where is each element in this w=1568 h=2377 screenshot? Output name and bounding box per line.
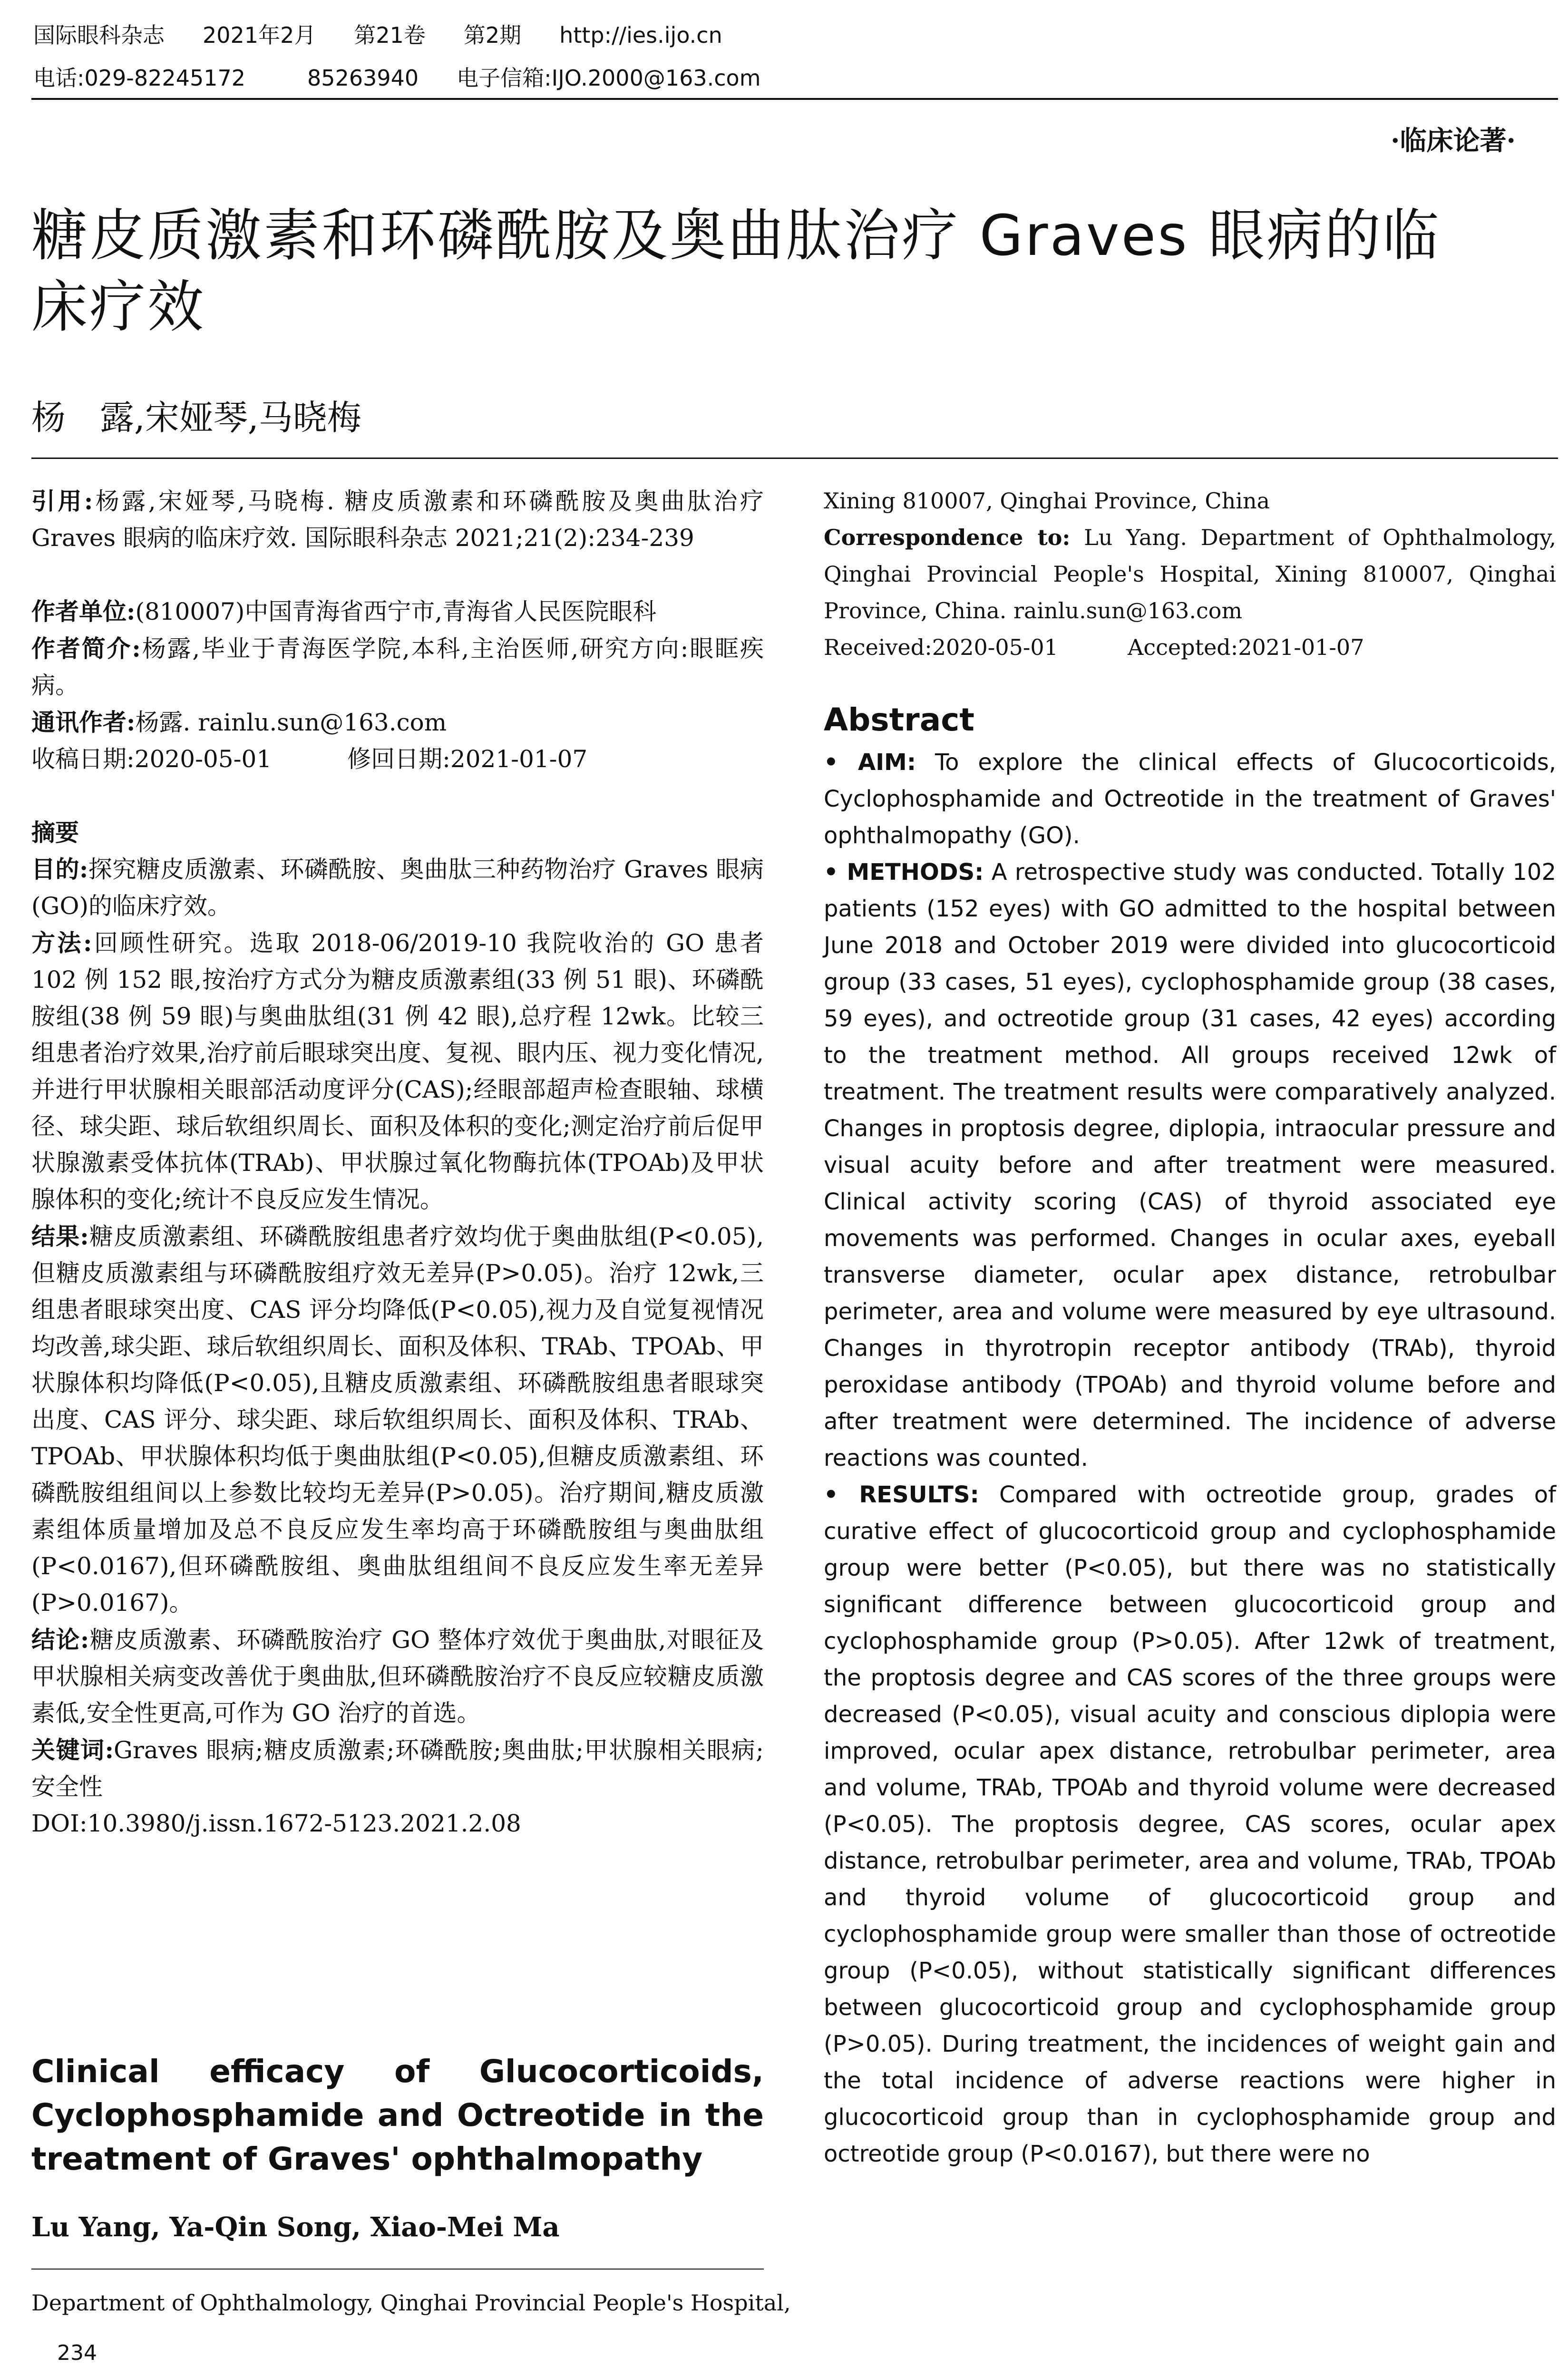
header-url: http://ies.ijo.cn [559,22,722,48]
methods-cn: 方法:回顾性研究。选取 2018-06/2019-10 我院收治的 GO 患者 102 例 152 眼,按治疗方式分为糖皮质激素组(33 例 51 眼)、环磷酰胺组(38 例 59 眼)与奥曲肽组(31 例 42 眼),总疗程 12wk。比较三组患者治疗效果,治疗前后眼球突出度、复视、眼内压、视力变化情况,并进行甲状腺相关眼部活动度评分(CAS);经眼部超声检查眼轴、球横径、球尖距、球后软组织周长、面积及体积的变化;测定治疗前后促甲状腺激素受体抗体(TRAb)、甲状腺过氧化物酶抗体(TPOAb)及甲状腺体积的变化;统计不良反应发生情况。 [31,929,764,1213]
authors-cn: 杨 露,宋娅琴,马晓梅 [31,398,361,438]
affiliation-cont: Xining 810007, Qinghai Province, China [824,488,1270,514]
article-title-line2: 床疗效 [31,274,206,340]
abstract-body [824,744,1556,2172]
abstract-title: Abstract [824,701,974,738]
conclusion-cn: 结论:糖皮质激素、环磷酰胺治疗 GO 整体疗效优于奥曲肽,对眼征及甲状腺相关病变改善优于奥曲肽,但环磷酰胺治疗不良反应较糖皮质激素低,安全性更高,可作为 GO 治疗的首选。 [31,1626,764,1727]
abstract-cn-title: 摘要 [31,818,79,847]
header-journal: 国际眼科杂志 [33,22,165,48]
aim-cn: 目的:探究糖皮质激素、环磷酰胺、奥曲肽三种药物治疗 Graves 眼病(GO)的临床疗效。 [31,855,764,920]
affiliation: Department of Ophthalmology, Qinghai Provincial People's Hospital, [31,2290,791,2316]
header-phone2: 85263940 [307,65,419,91]
doi: DOI:10.3980/j.issn.1672-5123.2021.2.08 [31,1810,521,1837]
dates-en: Received:2020-05-01 Accepted:2021-01-07 [824,634,1364,660]
keywords-cn: 关键词:Graves 眼病;糖皮质激素;环磷酰胺;奥曲肽;甲状腺相关眼病;安全性 [31,1736,764,1801]
author-unit: 作者单位:(810007)中国青海省西宁市,青海省人民医院眼科 [31,597,657,625]
article-title-line1: 糖皮质激素和环磷酰胺及奥曲肽治疗 Graves 眼病的临 [31,203,1441,268]
header-email: 电子信箱:IJO.2000@163.com [457,65,761,91]
header-rule [31,98,1558,100]
right-column [824,483,1556,666]
corresponding-author: 通讯作者:杨露. rainlu.sun@163.com [31,708,447,736]
author-bio: 作者简介:杨露,毕业于青海医学院,本科,主治医师,研究方向:眼眶疾病。 [31,634,764,699]
citation: 引用:杨露,宋娅琴,马晓梅. 糖皮质激素和环磷酰胺及奥曲肽治疗 Graves 眼病的临床疗效. 国际眼科杂志 2021;21(2):234-239 [31,487,764,552]
header-date: 2021年2月 [203,22,316,48]
section-tag: ·临床论著· [1391,125,1516,156]
title-rule [31,458,1558,459]
running-header [33,21,760,49]
header-issue: 第2期 [463,22,522,48]
correspondence: Correspondence to: Lu Yang. Department of Ophthalmology, Qinghai Provincial People's Hospital, Xining 810007, Qinghai Province, China. rainlu.sun@163.com [824,525,1556,623]
left-column [31,483,764,1842]
header-phone: 电话:029-82245172 [33,65,246,91]
methods-en: • METHODS: A retrospective study was conducted. Totally 102 patients (152 eyes) with GO admitted to the hospital between June 2018 and October 2019 were divided into glucocorticoid group (33 cases, 51 eyes), cyclophosphamide group (38 cases, 59 eyes), and octreotide group (31 cases, 42 eyes) according to the treatment method. All groups received 12wk of treatment. The treatment results were comparatively analyzed. Changes in proptosis degree, diplopia, intraocular pressure and visual acuity before and after treatment were measured. Clinical activity scoring (CAS) of thyroid associated eye movements was performed. Changes in ocular axes, eyeball transverse diameter, ocular apex distance, retrobulbar perimeter, area and volume were measured by eye ultrasound. Changes in thyrotropin receptor antibody (TRAb), thyroid peroxidase antibody (TPOAb) and thyroid volume before and after treatment were determined. The incidence of adverse reactions was counted. [824,859,1556,1471]
article-title [31,200,1441,342]
running-header-contact [33,64,799,92]
english-title: Clinical efficacy of Glucocorticoids, Cyclophosphamide and Octreotide in the treatment of Graves' ophthalmopathy [31,2053,764,2177]
author-rule [31,2269,764,2270]
aim-en: • AIM: To explore the clinical effects of Glucocorticoids, Cyclophosphamide and Octreotide in the treatment of Graves' ophthalmopathy (GO). [824,749,1557,849]
english-authors: Lu Yang, Ya-Qin Song, Xiao-Mei Ma [31,2211,560,2243]
page-number: 234 [57,2341,97,2365]
dates-cn: 收稿日期:2020-05-01 修回日期:2021-01-07 [31,745,588,773]
results-cn: 结果:糖皮质激素组、环磷酰胺组患者疗效均优于奥曲肽组(P<0.05),但糖皮质激素组与环磷酰胺组疗效无差异(P>0.05)。治疗 12wk,三组患者眼球突出度、CAS 评分均降低(P<0.05),视力及自觉复视情况均改善,球尖距、球后软组织周长、面积及体积、TRAb、TPOAb、甲状腺体积均降低(P<0.05),且糖皮质激素组、环磷酰胺组患者眼球突出度、CAS 评分、球尖距、球后软组织周长、面积及体积、TRAb、TPOAb、甲状腺体积均低于奥曲肽组(P<0.05),但糖皮质激素组、环磷酰胺组组间以上参数比较均无差异(P>0.05)。治疗期间,糖皮质激素组体质量增加及总不良反应发生率均高于环磷酰胺组与奥曲肽组(P<0.0167),但环磷酰胺组、奥曲肽组组间不良反应发生率无差异(P>0.0167)。 [31,1222,764,1617]
results-en: • RESULTS: Compared with octreotide group, grades of curative effect of glucocorticoid group and cyclophosphamide group were better (P<0.05), but there was no statistically significant difference between glucocorticoid group and cyclophosphamide group (P>0.05). After 12wk of treatment, the proptosis degree and CAS scores of the three groups were decreased (P<0.05), visual acuity and conscious diplopia were improved, ocular apex distance, retrobulbar perimeter, area and volume, TRAb, TPOAb and thyroid volume were decreased (P<0.05). The proptosis degree, CAS scores, ocular apex distance, retrobulbar perimeter, area and volume, TRAb, TPOAb and thyroid volume of glucocorticoid group and cyclophosphamide group were smaller than those of octreotide group (P<0.05), without statistically significant differences between glucocorticoid group and cyclophosphamide group (P>0.05). During treatment, the incidences of weight gain and the total incidence of adverse reactions were higher in glucocorticoid group than in cyclophosphamide group and octreotide group (P<0.0167), but there were no [824,1481,1556,2167]
header-volume: 第21卷 [354,22,426,48]
